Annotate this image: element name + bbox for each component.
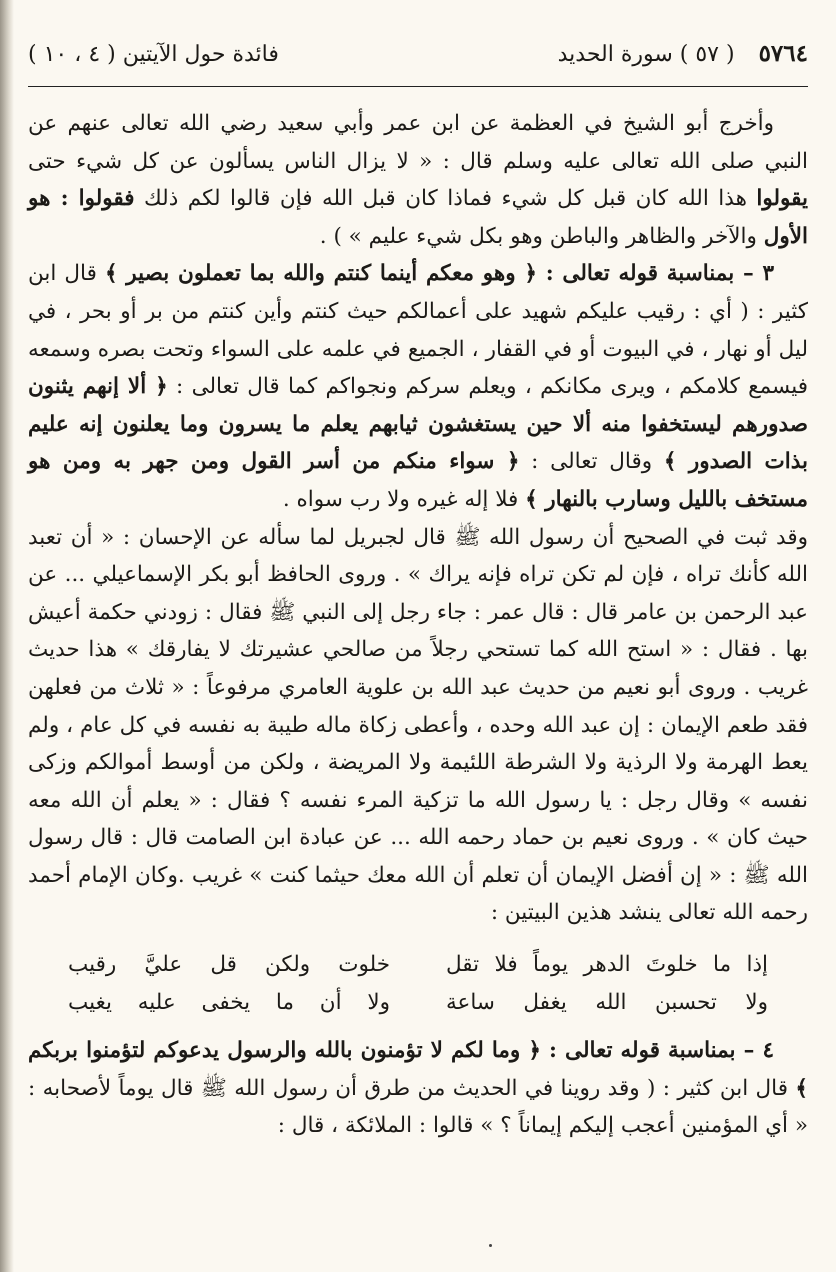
quran-verse: ﴿ وهو معكم أينما كنتم والله بما تعملون بصير ﴾: [104, 261, 537, 287]
text: قال ابن كثير : ( وقد روينا في الحديث من طرق أن رسول الله ﷺ قال يوماً لأصحابه : « أي المؤمنين أعجب إليكم إيماناً ؟ » قالوا : الملائكة ، قال :: [28, 1075, 808, 1139]
poem-line: [68, 984, 768, 1022]
section-3: [28, 255, 808, 518]
section-number: ٤ – بمناسبة قوله تعالى :: [540, 1038, 774, 1064]
section-number: ٣ – بمناسبة قوله تعالى :: [536, 261, 775, 287]
text: وأخرج أبو الشيخ في العظمة عن ابن عمر وأبي سعيد رضي الله تعالى عنهم عن النبي صلى الله تعالى عليه وسلم قال : « لا يزال الناس يسألون عن كل شيء حتى: [28, 111, 808, 174]
paragraph-hadith: [28, 105, 808, 255]
surah-title: ( ٥٧ ) سورة الحديد: [557, 42, 735, 67]
poem-hemistich: ولا أن ما يخفى عليه يغيب: [68, 990, 390, 1016]
page-number: ٥٧٦٤: [758, 40, 808, 67]
bold-text: يقولوا: [756, 186, 808, 212]
poem-hemistich: ولا تحسبن الله يغفل ساعة: [446, 990, 768, 1016]
header-right: [558, 40, 808, 67]
text: هذا الله كان قبل كل شيء فماذا كان قبل الله فإن قالوا لكم ذلك: [134, 186, 757, 212]
book-spine-shadow: [0, 0, 14, 1272]
quran-verse: ﴿ ألا إنهم يثنون صدورهم ليستخفوا منه ألا حين يستغشون ثيابهم يعلم ما يسرون وما يعلنون إنه عليم بذات الصدور ﴾: [28, 374, 808, 475]
quran-verse: ﴿ سواء منكم من أسر القول ومن جهر به ومن هو مستخف بالليل وسارب بالنهار ﴾: [28, 449, 808, 512]
page-body: [28, 87, 808, 1145]
poem-line: [68, 946, 768, 984]
text: فلا إله غيره ولا رب سواه .: [282, 486, 526, 512]
print-speck: [489, 1244, 492, 1247]
poem-hemistich: خلوت ولكن قل عليَّ رقيب: [68, 952, 390, 978]
book-page: [28, 40, 808, 1145]
quran-verse: ﴿ وما لكم لا تؤمنون بالله والرسول يدعوكم لتؤمنوا بربكم ﴾: [28, 1038, 808, 1101]
poem-hemistich: إذا ما خلوتَ الدهر يوماً فلا تقل: [446, 952, 768, 978]
text: والآخر والظاهر والباطن وهو بكل شيء عليم » ) .: [319, 223, 764, 249]
paragraph-hadiths: وقد ثبت في الصحيح أن رسول الله ﷺ قال لجبريل لما سأله عن الإحسان : « أن تعبد الله كأنك تراه ، فإن لم تكن تراه فإنه يراك » . وروى الحافظ أبو بكر الإسماعيلي ... عن عبد الرحمن بن عامر قال : قال عمر : جاء رجل إلى النبي ﷺ فقال : زودني حكمة أعيش بها . فقال : « استح الله كما تستحي رجلاً من صالحي عشيرتك لا يفارقك » هذا حديث غريب . وروى أبو نعيم من حديث عبد الله بن علوية العامري مرفوعاً : « ثلاث من فعلهن فقد طعم الإيمان : إن عبد الله وحده ، وأعطى زكاة ماله طيبة به نفسه في كل عام ، ولم يعط الهرمة ولا الرذية ولا الشرطة اللئيمة ولا المريضة ، ولكن من أوسط أموالكم وزكى نفسه » وقال رجل : يا رسول الله ما تزكية المرء نفسه ؟ فقال : « يعلم أن الله معه حيث كان » . وروى نعيم بن حماد رحمه الله ... عن عبادة ابن الصامت قال : قال رسول الله ﷺ : « إن أفضل الإيمان أن تعلم أن الله معك حيثما كنت » غريب .وكان الإمام أحمد رحمه الله تعالى ينشد هذين البيتين :: [28, 524, 808, 926]
page-header: [28, 40, 808, 87]
section-4: [28, 1032, 808, 1145]
poem-verses: [68, 946, 768, 1022]
text: قال ابن كثير : ( أي : رقيب عليكم شهيد على أعمالكم حيث كنتم وأين كنتم من بر أو بحر ، في ليل أو نهار ، في البيوت أو في القفار ، الجميع في علمه على السواء وتحت بصره وسمعه فيسمع كلامكم ، ويرى مكانكم ، ويعلم سركم ونجواكم كما قال تعالى :: [28, 261, 808, 400]
bold-text: فقولوا : هو الأول: [28, 186, 808, 249]
text: وقال تعالى :: [519, 449, 664, 475]
section-title: فائدة حول الآيتين ( ٤ ، ١٠ ): [28, 42, 279, 67]
